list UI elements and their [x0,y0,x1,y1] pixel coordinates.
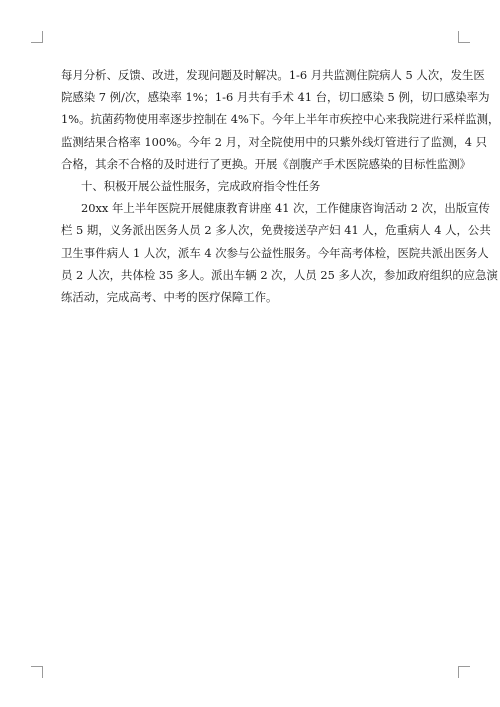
text-line: 合格，其余不合格的及时进行了更换。开展《剖腹产手术医院感染的目标性监测》 [61,156,472,171]
crop-mark-top-left [31,31,43,43]
paragraph-public-service [61,197,498,308]
crop-mark-bottom-left [31,666,43,678]
document-body [61,64,500,308]
text-line: 卫生事件病人 1 人次，派车 4 次参与公益性服务。今年高考体检，医院共派出医务人 [61,245,489,260]
text-line: 院感染 7 例/次，感染率 1%；1-6 月共有手术 41 台，切口感染 5 例，切口感染率为 [61,90,490,105]
text-line: 监测结果合格率 100%。今年 2 月，对全院使用中的只紫外线灯管进行了监测，4 只 [61,134,488,149]
text-line: 每月分析、反馈、改进，发现问题及时解决。1-6 月共监测住院病人 5 人次，发生医 [61,68,485,82]
text-line: 20xx 年上半年医院开展健康教育讲座 41 次，工作健康咨询活动 2 次，出版宣传 [81,201,490,216]
heading-text: 十、积极开展公益性服务，完成政府指令性任务 [81,179,321,194]
text-line: 栏 5 期，义务派出医务人员 2 多人次，免费接送孕产妇 41 人，危重病人 4 人，公共 [61,223,491,238]
text-line: 1%。抗菌药物使用率逐步控制在 4%下。今年上半年市疾控中心来我院进行采样监测， [61,112,500,127]
crop-mark-bottom-right [458,666,470,678]
section-heading [61,175,445,197]
text-line: 练活动，完成高考、中考的医疗保障工作。 [61,290,278,305]
text-line: 员 2 人次，共体检 35 多人。派出车辆 2 次，人员 25 多人次，参加政府组织的应急演 [61,267,498,282]
crop-mark-top-right [458,31,470,43]
paragraph-infection-monitoring [61,64,500,175]
